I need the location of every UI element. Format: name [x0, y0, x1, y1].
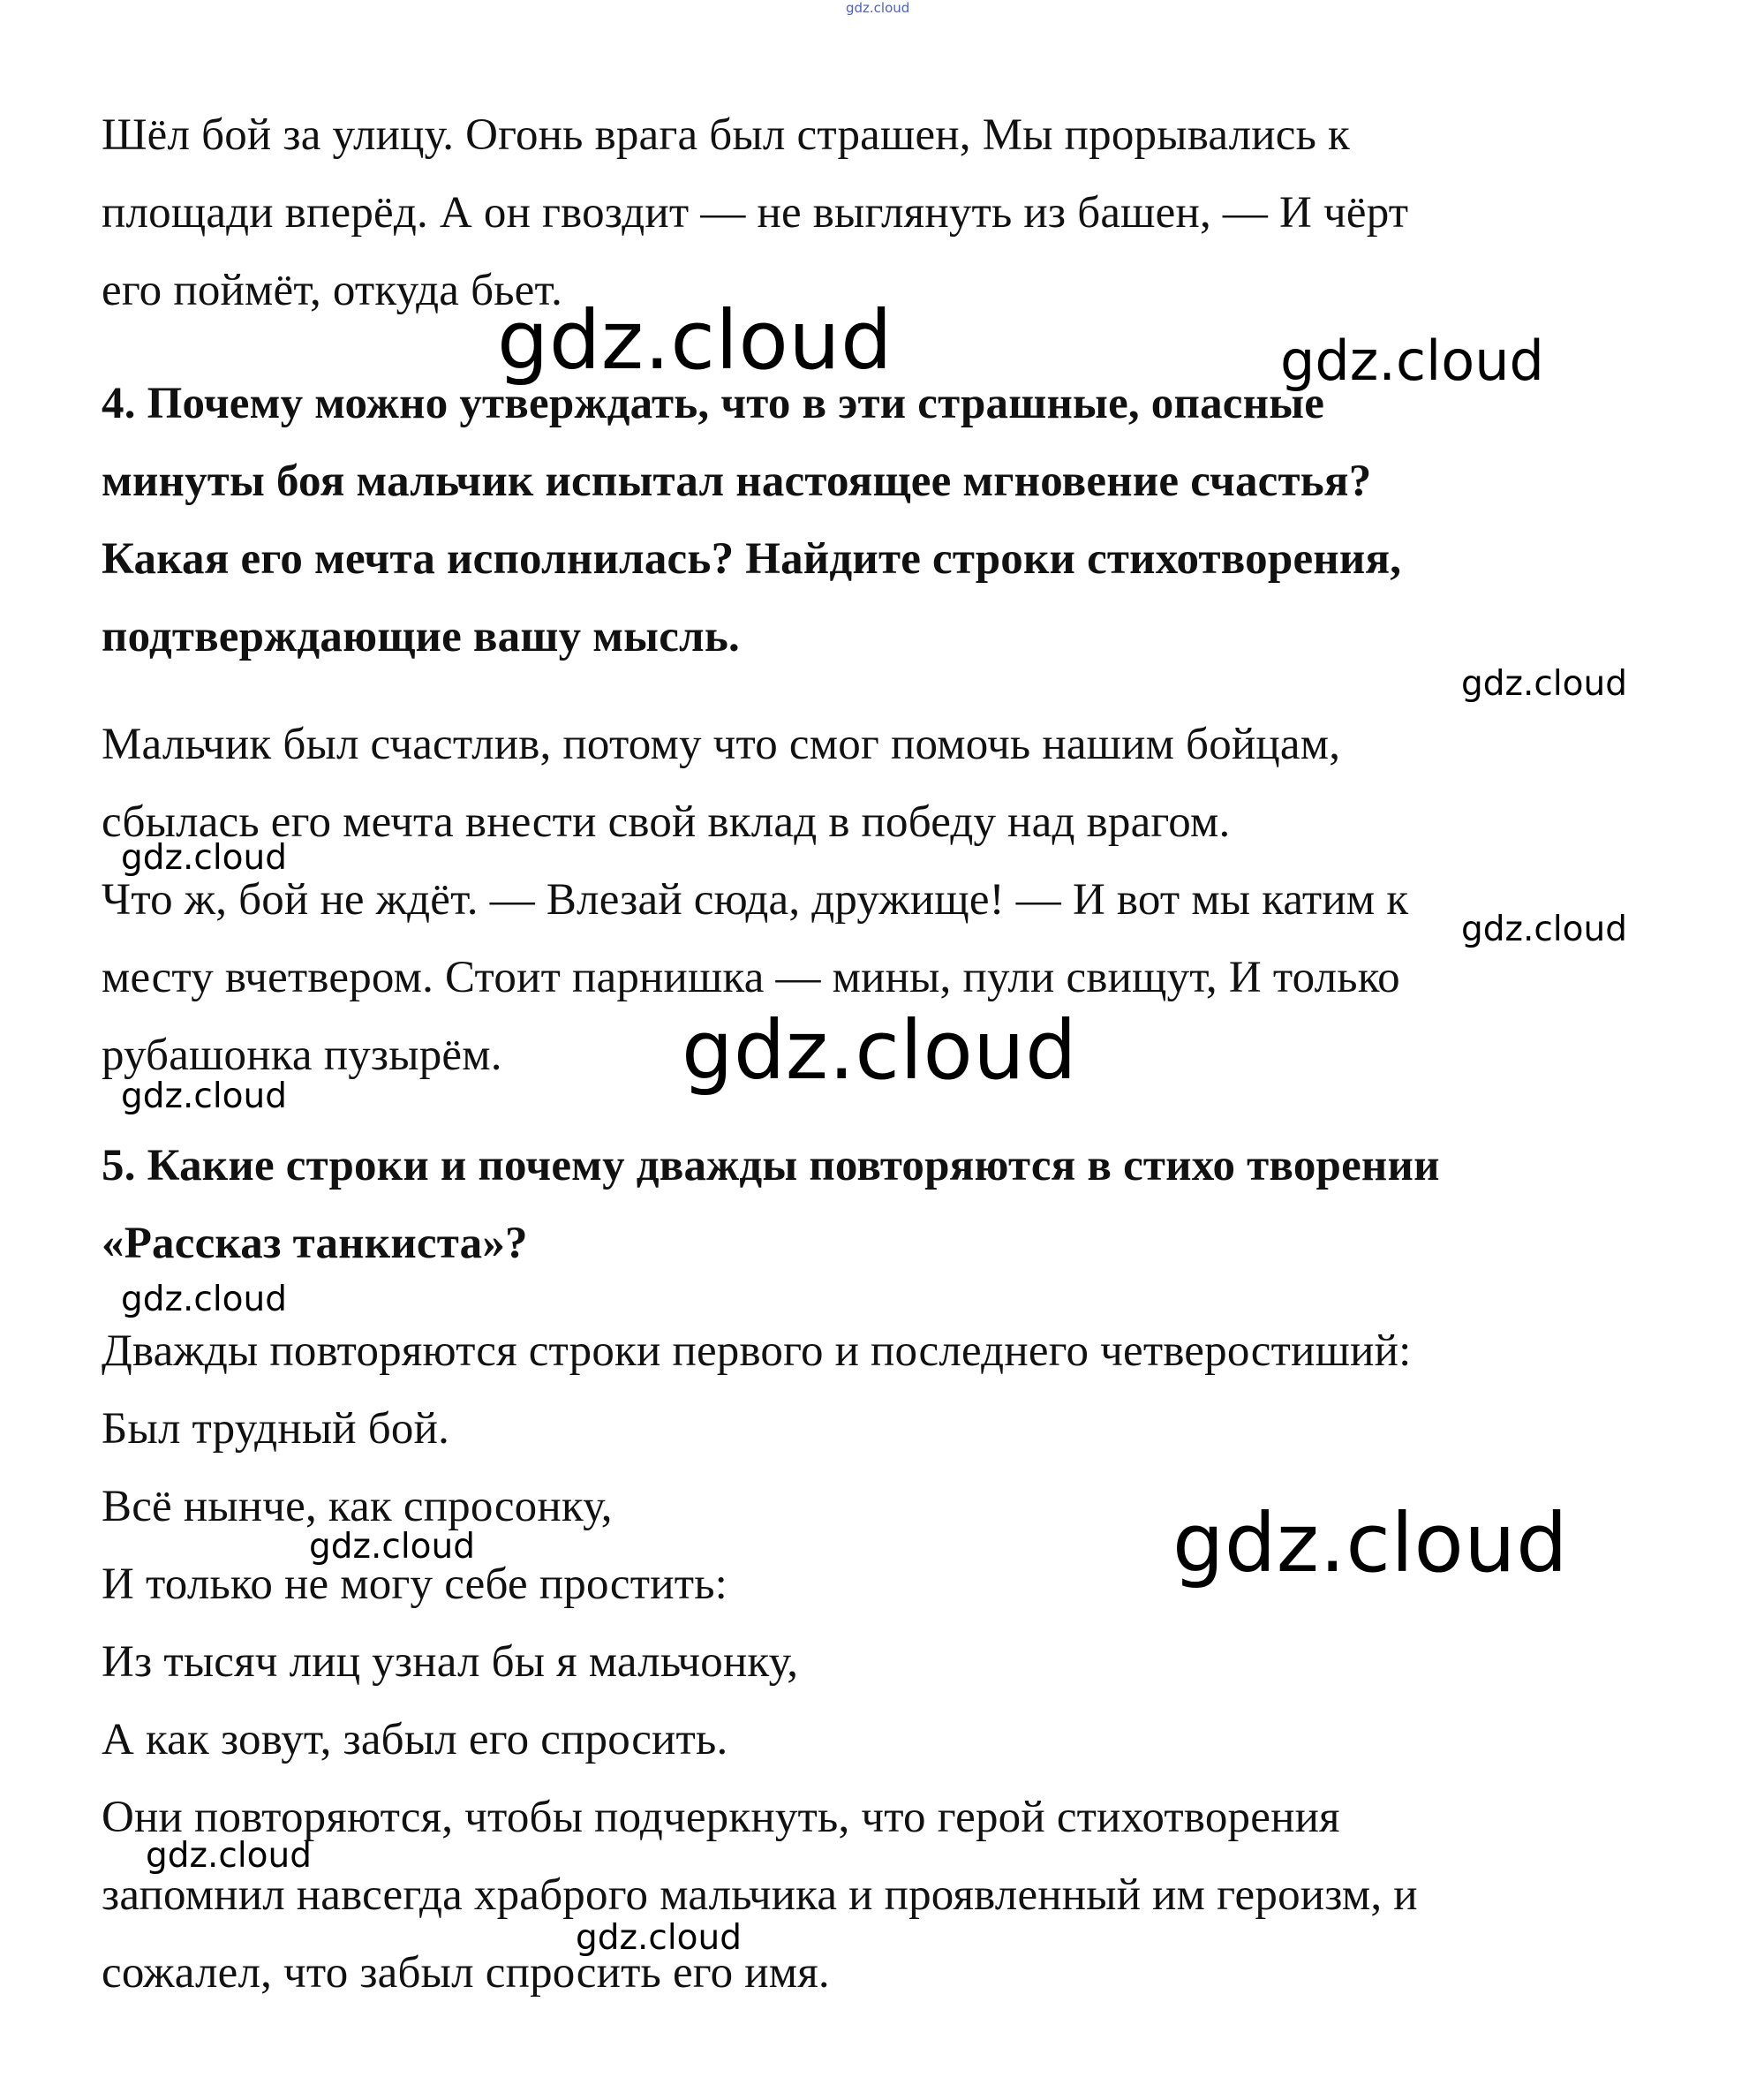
watermark: gdz.cloud — [121, 838, 287, 878]
answer-4-line: рубашонка пузырём. — [102, 1031, 502, 1080]
watermark: gdz.cloud — [497, 293, 893, 388]
header-watermark: gdz.cloud — [846, 0, 910, 16]
question-5-line: «Рассказ танкиста»? — [102, 1219, 528, 1268]
watermark: gdz.cloud — [121, 1076, 287, 1116]
answer-5-line: запомнил навсегда храброго мальчика и проявленный им героизм, и — [102, 1870, 1418, 1920]
watermark: gdz.cloud — [1461, 664, 1627, 704]
answer-5-line: Был трудный бой. — [102, 1404, 450, 1454]
poem-excerpt-line: площади вперёд. А он гвоздит — не выглянуть из башен, — И чёрт — [102, 188, 1409, 238]
question-4-line: подтверждающие вашу мысль. — [102, 612, 740, 661]
answer-5-line: Из тысяч лиц узнал бы я мальчонку, — [102, 1637, 799, 1687]
answer-4-line: Мальчик был счастлив, потому что смог помочь нашим бойцам, — [102, 720, 1341, 769]
answer-5-line: сожалел, что забыл спросить его имя. — [102, 1948, 830, 1998]
watermark: gdz.cloud — [576, 1918, 742, 1958]
poem-excerpt-line: его поймёт, откуда бьет. — [102, 266, 563, 315]
answer-4-line: Что ж, бой не ждёт. — Влезай сюда, дружище! — И вот мы катим к — [102, 875, 1409, 925]
question-4-line: Какая его мечта исполнилась? Найдите строки стихотворения, — [102, 534, 1402, 584]
question-4-line: 4. Почему можно утверждать, что в эти страшные, опасные — [102, 379, 1325, 428]
answer-5-line: И только не могу себе простить: — [102, 1560, 728, 1609]
watermark: gdz.cloud — [309, 1527, 475, 1567]
watermark: gdz.cloud — [1172, 1496, 1568, 1590]
watermark: gdz.cloud — [1461, 910, 1627, 949]
answer-5-line: Всё нынче, как спросонку, — [102, 1482, 613, 1531]
answer-5-line: А как зовут, забыл его спросить. — [102, 1715, 728, 1764]
answer-5-line: Дважды повторяются строки первого и последнего четверостиший: — [102, 1326, 1412, 1376]
watermark: gdz.cloud — [1280, 329, 1544, 393]
poem-excerpt-line: Шёл бой за улицу. Огонь врага был страшен, Мы прорывались к — [102, 110, 1350, 160]
answer-4-line: месту вчетвером. Стоит парнишка — мины, пули свищут, И только — [102, 953, 1400, 1002]
answer-5-line: Они повторяются, чтобы подчеркнуть, что герой стихотворения — [102, 1793, 1340, 1842]
watermark: gdz.cloud — [682, 1003, 1077, 1098]
question-4-line: минуты боя мальчик испытал настоящее мгновение счастья? — [102, 457, 1372, 506]
question-5-line: 5. Какие строки и почему дважды повторяются в стихо творении — [102, 1141, 1440, 1190]
watermark: gdz.cloud — [121, 1280, 287, 1319]
answer-4-line: сбылась его мечта внести свой вклад в победу над врагом. — [102, 797, 1231, 847]
watermark: gdz.cloud — [146, 1836, 312, 1876]
